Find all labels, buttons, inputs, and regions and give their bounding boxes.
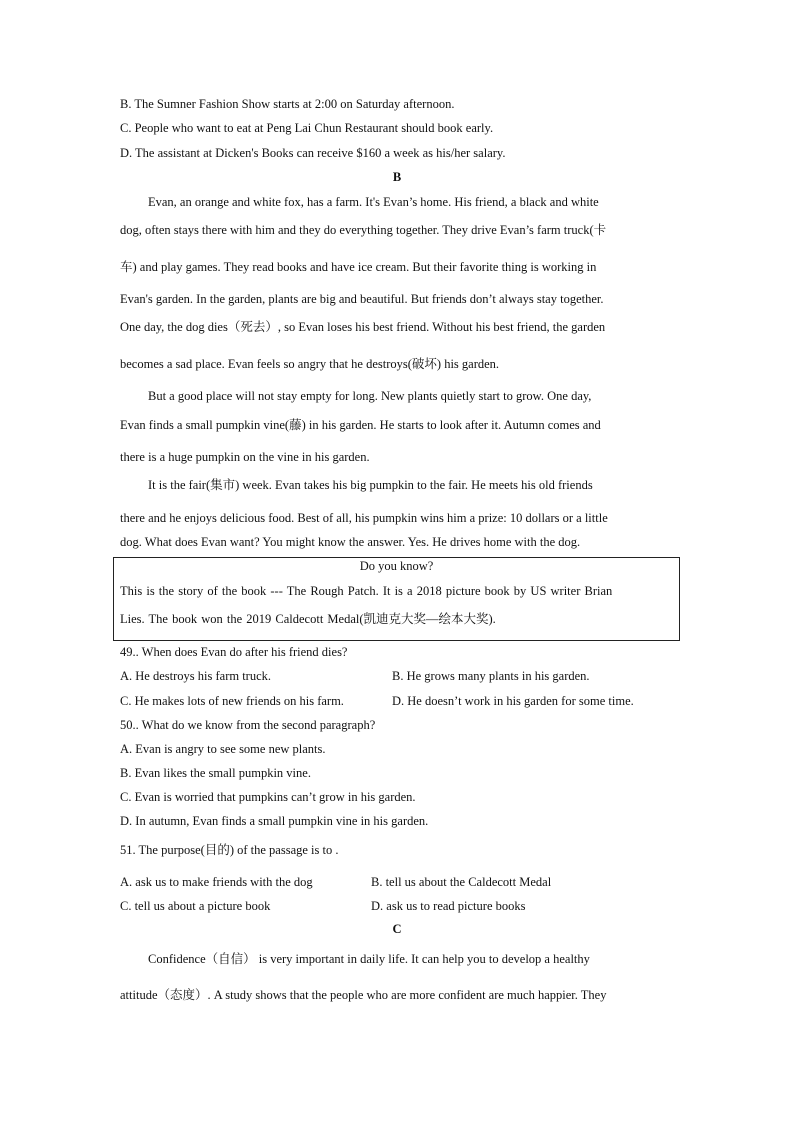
question-49-option-b: B. He grows many plants in his garden. [392,669,590,683]
passage-line: Evan's garden. In the garden, plants are big and beautiful. But friends don’t always stay together. [120,292,604,306]
question-50-option-d: D. In autumn, Evan finds a small pumpkin vine in his garden. [120,814,429,828]
question-49-option-c: C. He makes lots of new friends on his farm. [120,694,344,708]
section-b-heading: B [392,170,402,184]
question-51-option-b: B. tell us about the Caldecott Medal [371,875,552,889]
passage-line: attitude（态度）. A study shows that the people who are more confident are much happier. They [120,988,607,1002]
question-49-stem: 49.. When does Evan do after his friend dies? [120,645,348,659]
question-51-option-d: D. ask us to read picture books [371,899,526,913]
question-50-option-b: B. Evan likes the small pumpkin vine. [120,766,311,780]
option-c: C. People who want to eat at Peng Lai Chun Restaurant should book early. [120,121,494,135]
option-d: D. The assistant at Dicken's Books can receive $160 a week as his/her salary. [120,146,506,160]
do-you-know-box [113,557,680,641]
question-51-option-a: A. ask us to make friends with the dog [120,875,313,889]
passage-line: It is the fair(集市) week. Evan takes his big pumpkin to the fair. He meets his old friends [148,478,593,492]
passage-line: One day, the dog dies（死去）, so Evan loses his best friend. Without his best friend, the garden [120,320,606,334]
question-51-stem: 51. The purpose(目的) of the passage is to . [120,843,339,857]
question-50-option-a: A. Evan is angry to see some new plants. [120,742,326,756]
passage-line: dog, often stays there with him and they do everything together. They drive Evan’s farm truck(卡 [120,223,607,237]
question-49-option-a: A. He destroys his farm truck. [120,669,272,683]
passage-line: becomes a sad place. Evan feels so angry that he destroys(破坏) his garden. [120,357,500,371]
passage-line: there is a huge pumpkin on the vine in his garden. [120,450,370,464]
passage-line: But a good place will not stay empty for long. New plants quietly start to grow. One day, [148,389,592,403]
question-51-option-c: C. tell us about a picture book [120,899,271,913]
section-c-heading: C [392,922,402,936]
passage-line: 车) and play games. They read books and have ice cream. But their favorite thing is working in [120,260,597,274]
passage-line: Evan finds a small pumpkin vine(藤) in his garden. He starts to look after it. Autumn comes and [120,418,601,432]
passage-line: Evan, an orange and white fox, has a farm. It's Evan’s home. His friend, a black and white [148,195,599,209]
question-50-stem: 50.. What do we know from the second paragraph? [120,718,376,732]
passage-line: there and he enjoys delicious food. Best of all, his pumpkin wins him a prize: 10 dollars or a little [120,511,608,525]
question-50-option-c: C. Evan is worried that pumpkins can’t grow in his garden. [120,790,416,804]
passage-line: Confidence（自信） is very important in daily life. It can help you to develop a healthy [148,952,590,966]
option-b: B. The Sumner Fashion Show starts at 2:00 on Saturday afternoon. [120,97,455,111]
box-title: Do you know? [359,559,434,573]
box-line: This is the story of the book --- The Rough Patch. It is a 2018 picture book by US writer Brian [120,584,613,598]
question-49-option-d: D. He doesn’t work in his garden for some time. [392,694,634,708]
passage-line: dog. What does Evan want? You might know the answer. Yes. He drives home with the dog. [120,535,581,549]
box-line: Lies. The book won the 2019 Caldecott Medal(凯迪克大奖—绘本大奖). [120,612,496,626]
